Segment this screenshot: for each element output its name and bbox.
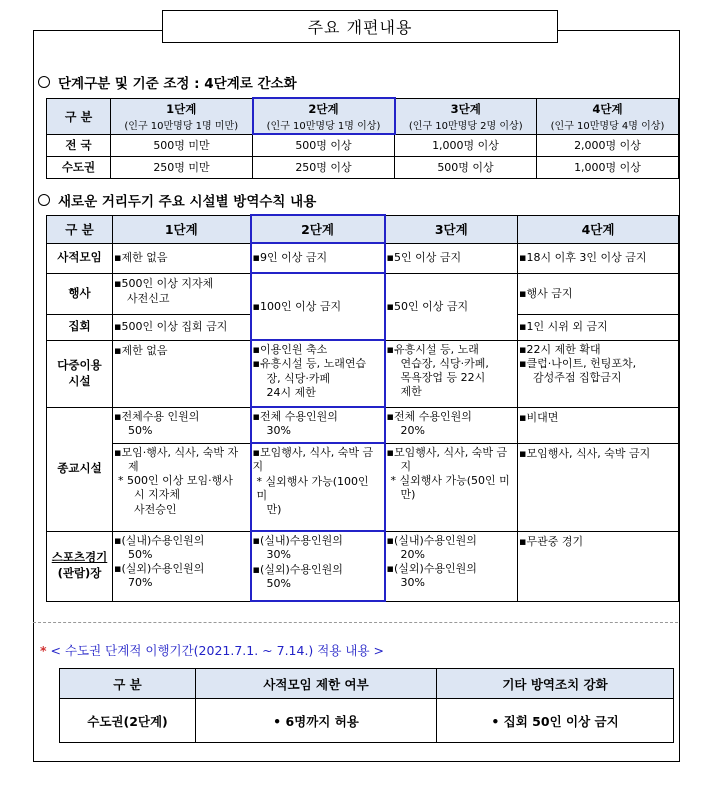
header-cell: 1단계: [113, 215, 251, 243]
note-text: < 수도권 단계적 이행기간(2021.7.1. ~ 7.14.) 적용 내용 >: [50, 643, 384, 658]
row-label-sports: [47, 531, 113, 601]
cell-line: 연습장, 식당·카페,: [400, 356, 489, 370]
cell-line: 제: [128, 459, 139, 473]
row-label-event: 행사: [47, 273, 113, 314]
cell-line: 만): [266, 503, 282, 517]
table-cell: ▪행사 금지: [519, 286, 573, 300]
table-cell: ▪5인 이상 금지: [386, 251, 462, 265]
header-cell: 구 분: [47, 215, 113, 243]
level2-sub: (인구 10만명당 1명 이상): [266, 120, 381, 132]
level4-sub: (인구 10만명당 4명 이상): [550, 120, 665, 132]
level3-header: [395, 98, 537, 134]
table-cell: ▪무관중 경기: [519, 534, 584, 548]
table-cell: • 6명까지 허용: [196, 699, 437, 743]
row-label-private-gathering: 사적모임: [47, 243, 113, 273]
table-cell: [252, 444, 384, 519]
cell-line: 70%: [128, 576, 153, 590]
cell-line: 사전승인: [134, 502, 177, 516]
level1-sub: (인구 10만명당 1명 미만): [124, 120, 239, 132]
cell-line: 50%: [266, 576, 291, 590]
table-cell: [518, 341, 678, 388]
cell-line: ▪(실외)수용인원의: [114, 562, 205, 576]
cell-line: 30%: [266, 548, 291, 562]
cell-line: 50%: [128, 423, 153, 437]
section1-heading-text: 단계구분 및 기준 조정 : 4단계로 간소화: [58, 76, 297, 92]
cell-line: ▪모임행사, 식사, 숙박 금: [386, 445, 508, 459]
header-cell: 기타 방역조치 강화: [437, 669, 674, 699]
cell-line: 감성주점 집합금지: [533, 371, 622, 385]
cell-line: 20%: [400, 423, 425, 437]
row-label-rally: 집회: [47, 314, 113, 340]
table-cell: ▪비대면: [519, 410, 559, 424]
cell-line: ▪22시 제한 확대: [519, 342, 601, 356]
header-cell: 4단계: [518, 215, 679, 243]
page-title: 주요 개편내용: [162, 10, 558, 43]
stage-criteria-table: [46, 97, 679, 179]
cell-line: * 실외행사 가능(100인 미: [256, 474, 369, 502]
circle-bullet-icon: [38, 194, 50, 206]
cell-line: ▪이용인원 축소: [252, 343, 328, 356]
cell-line: ▪유흥시설 등, 노래: [386, 342, 479, 356]
cell-line: ▪(실내)수용인원의: [386, 533, 477, 547]
cell-line: 지: [400, 459, 412, 473]
table-cell: 1,000명 이상: [395, 134, 537, 156]
table-cell: • 집회 50인 이상 금지: [437, 699, 674, 743]
section2-heading: [38, 190, 316, 210]
table-cell: [252, 408, 384, 441]
header-cell: 사적모임 제한 여부: [196, 669, 437, 699]
row-label-line: 스포츠경기: [51, 550, 108, 565]
header-cell: 3단계: [385, 215, 518, 243]
cell-line: ▪(실내)수용인원의: [114, 533, 205, 547]
table-cell: 250명 이상: [253, 156, 395, 178]
table-cell: [113, 444, 250, 519]
level1-name: 1단계: [166, 101, 197, 116]
level3-name: 3단계: [450, 101, 481, 116]
table-cell: [252, 341, 384, 402]
table-cell: [113, 532, 250, 593]
row-label-line: 다중이용: [57, 357, 102, 372]
row-label-religion: 종교시설: [47, 407, 113, 531]
row-label-line: (관람)장: [57, 566, 102, 580]
table-cell: [386, 532, 518, 593]
cell-line: 30%: [400, 576, 425, 590]
table-cell: ▪18시 이후 3인 이상 금지: [519, 251, 647, 265]
cell-line: ▪모임·행사, 식사, 숙박 자: [114, 445, 239, 459]
table-cell: [386, 341, 518, 402]
table-cell: 사전신고: [127, 291, 170, 305]
row-label-multiuse: [47, 340, 113, 407]
circle-bullet-icon: [38, 76, 50, 88]
cell-line: 장, 식당·카페: [266, 371, 331, 385]
table-cell: ▪9인 이상 금지: [252, 251, 328, 265]
cell-line: 목욕장업 등 22시: [400, 371, 486, 385]
cell-line: 24시 제한: [266, 385, 316, 399]
facility-rules-table: [46, 214, 679, 602]
row-label-nationwide: 전 국: [47, 134, 111, 156]
header-cell: 2단계: [251, 215, 385, 243]
cell-line: ▪클럽·나이트, 헌팅포차,: [519, 356, 637, 370]
header-cell: 구 분: [47, 98, 111, 134]
divider: [33, 622, 678, 623]
cell-line: ▪전체 수용인원의: [252, 410, 338, 423]
level2-header: [253, 98, 395, 134]
cell-line: ▪유흥시설 등, 노래연습: [252, 357, 367, 371]
cell-line: 만): [400, 488, 416, 502]
table-cell: 250명 미만: [111, 156, 253, 178]
row-label-line: 시설: [68, 373, 91, 388]
level2-name: 2단계: [308, 101, 339, 116]
cell-line: 50%: [128, 547, 153, 561]
row-label-capital-stage2: 수도권(2단계): [60, 699, 196, 743]
cell-line: * 500인 이상 모임·행사: [118, 474, 233, 488]
cell-line: ▪전체 수용인원의: [386, 409, 472, 423]
cell-line: ▪모임행사, 식사, 숙박 금지: [252, 446, 374, 474]
level1-header: [111, 98, 253, 134]
header-cell: 구 분: [60, 669, 196, 699]
table-cell: 1,000명 이상: [537, 156, 679, 178]
table-cell: 500명 이상: [253, 134, 395, 156]
cell-line: 제한: [400, 385, 422, 399]
capital-transition-table: [59, 668, 674, 743]
section1-heading: [38, 72, 297, 92]
table-cell: ▪100인 이상 금지: [252, 299, 342, 313]
table-cell: ▪500인 이상 집회 금지: [114, 320, 228, 334]
table-cell: [113, 408, 250, 441]
level4-name: 4단계: [592, 101, 623, 116]
table-cell: ▪500인 이상 지자체: [114, 276, 214, 290]
cell-line: * 실외행사 가능(50인 미: [390, 474, 510, 488]
table-cell: ▪제한 없음: [114, 343, 168, 357]
cell-line: 30%: [266, 424, 291, 438]
cell-line: ▪전체수용 인원의: [114, 409, 200, 423]
cell-line: ▪(실내)수용인원의: [252, 534, 343, 547]
level4-header: [537, 98, 679, 134]
table-cell: ▪제한 없음: [114, 251, 168, 265]
table-cell: [252, 532, 384, 593]
table-cell: ▪50인 이상 금지: [386, 299, 469, 313]
table-cell: ▪모임행사, 식사, 숙박 금지: [519, 446, 651, 460]
section2-heading-text: 새로운 거리두기 주요 시설별 방역수칙 내용: [58, 194, 317, 210]
note-star: *: [40, 643, 47, 658]
table-cell: [386, 444, 518, 505]
table-cell: ▪1인 시위 외 금지: [519, 320, 608, 334]
table-cell: [386, 408, 518, 441]
table-cell: 2,000명 이상: [537, 134, 679, 156]
cell-line: 20%: [400, 547, 425, 561]
row-label-capital: 수도권: [47, 156, 111, 178]
table-cell: 500명 미만: [111, 134, 253, 156]
cell-line: 시 지자체: [134, 488, 181, 502]
table-cell: 500명 이상: [395, 156, 537, 178]
level3-sub: (인구 10만명당 2명 이상): [408, 120, 523, 132]
cell-line: ▪(실외)수용인원의: [252, 562, 343, 576]
transition-note: [40, 641, 384, 659]
cell-line: ▪(실외)수용인원의: [386, 562, 477, 576]
